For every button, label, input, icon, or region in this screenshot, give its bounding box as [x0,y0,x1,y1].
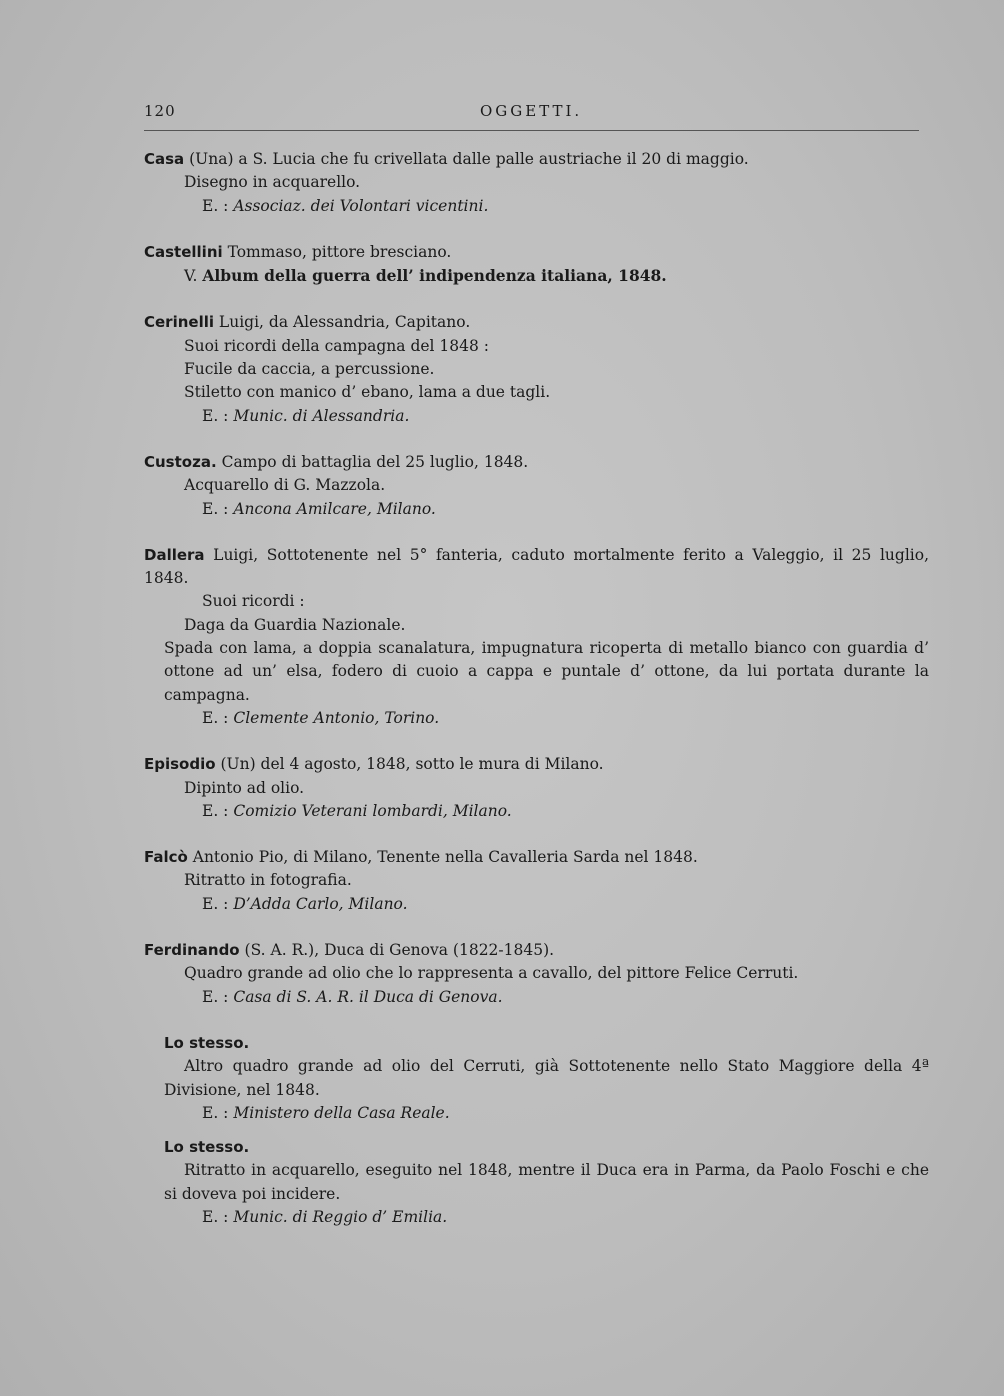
entry-source: E. : Clemente Antonio, Torino. [202,708,440,727]
entry-line: Ritratto in fotografia. [184,871,352,890]
entry-source: E. : Munic. di Reggio d’ Emilia. [202,1207,448,1226]
entry-title-rest: (Un) del 4 agosto, 1848, sotto le mura di Milano. [215,755,604,774]
entry-line: Ritratto in acquarello, eseguito nel 1848, mentre il Duca era in Parma, da Paolo Foschi e che si doveva poi incidere. [164,1161,929,1203]
entry-line: Quadro grande ad olio che lo rappresenta a cavallo, del pittore Felice Cerruti. [184,964,799,983]
entry-source: E. : Ancona Amilcare, Milano. [202,499,436,518]
entry-cerinelli [144,311,929,427]
entry-headword: Episodio [144,755,216,774]
entry-headword: Casa [144,150,185,168]
entry-line: Suoi ricordi : [202,592,305,611]
entry-line: Altro quadro grande ad olio del Cerruti, già Sottotenente nello Stato Maggiore della 4ª Divisione, nel 1848. [164,1057,929,1099]
entry-lo-stesso-1 [144,1032,929,1125]
entry-source: E. : Associaz. dei Volontari vicentini. [202,196,489,215]
entry-title-rest: Luigi, da Alessandria, Capitano. [214,313,471,332]
entry-lo-stesso-2 [144,1136,929,1229]
entry-source: E. : Comizio Veterani lombardi, Milano. [202,801,512,820]
entry-source: E. : D’Adda Carlo, Milano. [202,894,408,913]
entry-line: Disegno in acquarello. [184,173,361,192]
entry-line: Stiletto con manico d’ ebano, lama a due tagli. [184,383,551,402]
catalog-entries [144,148,929,1252]
entry-title-rest: Antonio Pio, di Milano, Tenente nella Cavalleria Sarda nel 1848. [187,848,698,867]
entry-line: Daga da Guardia Nazionale. [184,615,406,634]
entry-source: E. : Munic. di Alessandria. [202,406,410,425]
entry-title-rest: (Una) a S. Lucia che fu crivellata dalle palle austriache il 20 di maggio. [184,150,749,168]
entry-source: E. : Casa di S. A. R. il Duca di Genova. [202,987,503,1006]
entry-line: Fucile da caccia, a percussione. [184,360,435,379]
entry-line: Dipinto ad olio. [184,778,305,797]
entry-headword: Dallera [144,545,205,564]
entry-line: Spada con lama, a doppia scanalatura, impugnatura ricoperta di metallo bianco con guardia d’ ottone ad un’ elsa, fodero di cuoio a cappa e puntale d’ ottone, da lui portata durante la campagna. [164,639,929,704]
page-header [144,102,919,128]
running-head: OGGETTI. [480,102,583,120]
entry-dallera [144,544,929,730]
entry-headword: Ferdinando [144,941,240,960]
entry-headword: Custoza. [144,452,217,471]
entry-headword: Lo stesso. [164,1033,250,1052]
entry-reference: V. Album della guerra dell’ indipendenza italiana, 1848. [184,266,667,286]
entry-custoza [144,451,929,521]
entry-falco [144,846,929,916]
entry-source: E. : Ministero della Casa Reale. [202,1103,450,1122]
header-rule [144,130,919,131]
entry-line: Acquarello di G. Mazzola. [184,476,386,495]
entry-title-rest: Campo di battaglia del 25 luglio, 1848. [216,452,529,471]
entry-line: Suoi ricordi della campagna del 1848 : [184,336,490,355]
entry-headword: Lo stesso. [164,1138,250,1157]
page-number: 120 [144,102,176,120]
entry-headword: Falcò [144,848,188,867]
entry-headword: Cerinelli [144,313,214,332]
entry-title-rest: Tommaso, pittore bresciano. [222,242,452,261]
entry-title-rest: Luigi, Sottotenente nel 5° fanteria, caduto mortalmente ferito a Valeggio, il 25 luglio, 1848. [144,545,929,588]
entry-ferdinando [144,939,929,1009]
entry-castellini [144,241,929,289]
entry-headword: Castellini [144,242,223,261]
entry-casa [144,148,929,218]
entry-episodio [144,753,929,823]
entry-title-rest: (S. A. R.), Duca di Genova (1822-1845). [239,941,555,960]
